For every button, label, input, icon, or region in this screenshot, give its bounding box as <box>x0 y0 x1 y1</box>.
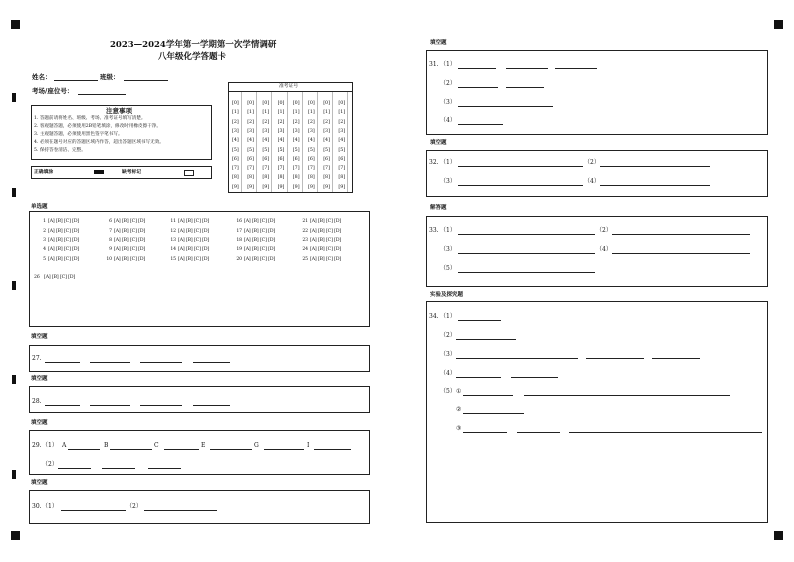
mc-question-number: 12 <box>170 229 176 234</box>
q33-part-label: （2） <box>596 227 612 234</box>
exam-number-digit[interactable]: [5] <box>308 147 315 153</box>
section-title-30: 填空题 <box>31 480 48 486</box>
q31-blank[interactable] <box>458 87 498 88</box>
exam-room-field[interactable] <box>78 94 126 95</box>
q32-part-label: （2） <box>584 159 600 166</box>
exam-number-digit[interactable]: [6] <box>232 156 239 162</box>
q29-blank-b[interactable] <box>110 449 152 450</box>
timing-mark <box>12 188 16 197</box>
exam-number-digit[interactable]: [7] <box>232 166 239 172</box>
exam-number-digit[interactable]: [9] <box>292 184 300 190</box>
q32-blank[interactable] <box>600 166 710 167</box>
q31-blank[interactable] <box>555 68 597 69</box>
q34-blank[interactable] <box>569 432 762 433</box>
exam-number-digit[interactable]: [0] <box>338 101 346 106</box>
exam-number-digit[interactable]: [1] <box>277 110 285 116</box>
q29-label-e: E <box>201 442 206 449</box>
exam-number-column <box>332 92 333 192</box>
exam-number-digit[interactable]: [6] <box>277 156 285 162</box>
section-mc-title: 单选题 <box>31 204 48 210</box>
q34-blank[interactable] <box>463 432 507 433</box>
q29-label-b: B <box>104 442 109 449</box>
q30-box <box>29 490 370 524</box>
section-title-33: 解答题 <box>430 205 447 211</box>
correct-fill-label: 正确填涂 <box>34 169 54 175</box>
exam-number-digit[interactable]: [8] <box>232 175 239 181</box>
exam-number-column <box>256 92 257 192</box>
mc-options[interactable]: [A] [B] [C] [D] <box>310 247 342 252</box>
q28-number: 28. <box>32 398 42 405</box>
exam-number-digit[interactable]: [4] <box>323 138 330 144</box>
exam-number-digit[interactable]: [6] <box>323 156 330 162</box>
exam-number-digit[interactable]: [8] <box>338 175 346 181</box>
exam-number-digit[interactable]: [7] <box>292 166 300 172</box>
q31-part-label: （3） <box>440 99 456 106</box>
exam-number-digit[interactable]: [2] <box>338 119 346 125</box>
mc-question-number: 13 <box>170 238 176 243</box>
exam-number-digit[interactable]: [3] <box>232 128 239 134</box>
q29-label-g: G <box>254 442 259 449</box>
q34-part-label: （3） <box>440 351 456 358</box>
q32-number: 32. <box>429 159 439 166</box>
q30-number: 30. <box>32 503 42 510</box>
q34-part-label: （1） <box>440 313 456 320</box>
exam-number-digit[interactable]: [4] <box>308 138 315 144</box>
exam-number-digit[interactable]: [7] <box>277 166 285 172</box>
exam-number-digit[interactable]: [9] <box>308 184 315 190</box>
exam-number-digit[interactable]: [5] <box>338 147 346 153</box>
q34-blank[interactable] <box>511 377 558 378</box>
notes-item: 5. 保持答卷清洁、完整。 <box>34 148 86 153</box>
timing-mark <box>12 470 16 479</box>
q34-blank[interactable] <box>458 320 501 321</box>
exam-number-column <box>287 92 288 192</box>
mc-options[interactable]: [A] [B] [C] [D] <box>178 247 210 252</box>
exam-number-digit[interactable]: [0] <box>262 101 270 106</box>
corner-marker-top-right <box>774 20 783 29</box>
q33-blank[interactable] <box>458 253 595 254</box>
q29-part-label: （2） <box>42 461 58 468</box>
exam-number-digit[interactable]: [5] <box>262 147 270 153</box>
mc-options[interactable]: [A] [B] [C] [D] <box>310 219 342 224</box>
exam-room-label: 考场/座位号： <box>32 87 74 95</box>
mc-options[interactable]: [A] [B] [C] [D] <box>244 247 276 252</box>
q33-blank[interactable] <box>458 272 595 273</box>
exam-number-column <box>271 92 272 192</box>
exam-number-digit[interactable]: [0] <box>323 101 330 106</box>
q28-blank[interactable] <box>45 405 80 406</box>
exam-number-digit[interactable]: [3] <box>308 128 315 134</box>
mc-options[interactable]: [A] [B] [C] [D] <box>178 219 210 224</box>
mc-options[interactable]: [A] [B] [C] [D] <box>48 257 80 262</box>
q34-circled-2: ② <box>456 406 462 413</box>
class-field[interactable] <box>124 80 168 81</box>
q34-blank[interactable] <box>456 377 501 378</box>
mc-question-number: 4 <box>43 247 46 252</box>
name-label: 姓名： <box>32 73 52 81</box>
exam-number-digit[interactable]: [7] <box>323 166 330 172</box>
q29-blank-c[interactable] <box>164 449 199 450</box>
mc-question-number: 8 <box>109 238 112 243</box>
mc-options[interactable]: [A] [B] [C] [D] <box>114 247 146 252</box>
timing-mark <box>12 93 16 102</box>
exam-number-digit[interactable]: [3] <box>292 128 300 134</box>
q30-part-label: （2） <box>126 503 142 510</box>
mc-options[interactable]: [A] [B] [C] [D] <box>48 219 80 224</box>
exam-number-digit[interactable]: [5] <box>323 147 330 153</box>
q32-part-label: （3） <box>440 178 456 185</box>
mc-options[interactable]: [A] [B] [C] [D] <box>244 219 276 224</box>
exam-number-digit[interactable]: [8] <box>292 175 300 181</box>
mc-options[interactable]: [A] [B] [C] [D] <box>48 247 80 252</box>
q34-blank[interactable] <box>463 413 524 414</box>
q31-part-label: （4） <box>440 117 456 124</box>
q29-label-a: A <box>62 442 67 449</box>
q33-part-label: （3） <box>440 246 456 253</box>
exam-number-column <box>302 92 303 192</box>
q28-blank[interactable] <box>140 405 182 406</box>
exam-number-digit[interactable]: [7] <box>308 166 315 172</box>
mc-question-number: 1 <box>43 219 46 224</box>
exam-number-digit[interactable]: [6] <box>308 156 315 162</box>
exam-number-digit[interactable]: [3] <box>262 128 270 134</box>
exam-number-digit[interactable]: [6] <box>247 156 254 162</box>
exam-number-digit[interactable]: [7] <box>247 166 254 172</box>
mc-question-number: 10 <box>106 257 112 262</box>
exam-number-digit[interactable]: [2] <box>232 119 239 125</box>
exam-number-digit[interactable]: [6] <box>292 156 300 162</box>
exam-number-digit[interactable]: [8] <box>262 175 270 181</box>
mc-options[interactable]: [A] [B] [C] [D] <box>48 229 80 234</box>
q30-blank[interactable] <box>61 510 126 511</box>
section-title-31: 填空题 <box>430 40 447 46</box>
mc-options[interactable]: [A] [B] [C] [D] <box>310 229 342 234</box>
corner-marker-bottom-left <box>11 531 20 540</box>
q29-label-i: I <box>307 442 310 449</box>
exam-number-digit[interactable]: [2] <box>277 119 285 125</box>
q33-blank[interactable] <box>612 234 750 235</box>
exam-number-digit[interactable]: [0] <box>247 101 254 106</box>
mc-question-number: 3 <box>43 238 46 243</box>
class-label: 班级： <box>100 73 120 81</box>
exam-number-digit[interactable]: [3] <box>338 128 346 134</box>
exam-number-digit[interactable]: [4] <box>277 138 285 144</box>
exam-number-column <box>317 92 318 192</box>
q34-blank[interactable] <box>456 339 516 340</box>
exam-number-digit[interactable]: [1] <box>308 110 315 116</box>
q33-part-label: （4） <box>596 246 612 253</box>
q34-part-label: （2） <box>440 332 456 339</box>
corner-marker-top-left <box>11 20 20 29</box>
q28-blank[interactable] <box>193 405 230 406</box>
q31-number: 31. <box>429 61 439 68</box>
exam-number-digit[interactable]: [1] <box>262 110 270 116</box>
page-title: 2023—2024学年第一学期第一次学情调研 <box>110 40 277 50</box>
q34-box <box>426 301 768 523</box>
exam-number-digit[interactable]: [0] <box>308 101 315 106</box>
exam-number-label: 准考证号 <box>279 84 299 89</box>
notes-item: 3. 主观题答题，必须使用黑色签字笔书写。 <box>34 132 123 137</box>
mc-question-number: 17 <box>236 229 242 234</box>
exam-number-digit[interactable]: [5] <box>232 147 239 153</box>
mc-options[interactable]: [A] [B] [C] [D] <box>244 229 276 234</box>
mc-options[interactable]: [A] [B] [C] [D] <box>114 238 146 243</box>
q31-blank[interactable] <box>458 106 553 107</box>
notes-item: 1. 答题前请将姓名、班级、考场、准考证号填写清楚。 <box>34 116 146 121</box>
section-title-29: 填空题 <box>31 420 48 426</box>
page-subtitle: 八年级化学答题卡 <box>158 52 227 62</box>
exam-number-digit[interactable]: [7] <box>338 166 346 172</box>
mc-question-number: 5 <box>43 257 46 262</box>
q29-blank-g[interactable] <box>264 449 304 450</box>
mc-options[interactable]: [A] [B] [C] [D] <box>178 229 210 234</box>
q29-blank-e[interactable] <box>210 449 252 450</box>
mc-options[interactable]: [A] [B] [C] [D] <box>310 238 342 243</box>
exam-number-digit[interactable]: [1] <box>338 110 346 116</box>
exam-number-column <box>241 92 242 192</box>
q28-box <box>29 386 370 413</box>
mc-question-number: 19 <box>236 247 242 252</box>
section-title-32: 填空题 <box>430 140 447 146</box>
exam-number-digit[interactable]: [5] <box>277 147 285 153</box>
missing-mark-label: 缺考标记 <box>122 169 142 175</box>
q29-blank[interactable] <box>102 468 135 469</box>
exam-number-digit[interactable]: [4] <box>262 138 270 144</box>
q27-blank[interactable] <box>140 362 182 363</box>
mc-question-number: 21 <box>302 219 308 224</box>
q32-part-label: （1） <box>440 159 456 166</box>
exam-number-digit[interactable]: [8] <box>277 175 285 181</box>
name-field[interactable] <box>54 80 98 81</box>
exam-number-digit[interactable]: [8] <box>308 175 315 181</box>
q27-blank[interactable] <box>90 362 130 363</box>
q32-blank[interactable] <box>458 185 583 186</box>
exam-number-digit[interactable]: [4] <box>338 138 346 144</box>
q34-part-label: （4） <box>440 370 456 377</box>
q31-part-label: （1） <box>440 61 456 68</box>
q32-part-label: （4） <box>584 178 600 185</box>
q31-part-label: （2） <box>440 80 456 87</box>
q30-part-label: （1） <box>42 503 58 510</box>
mc-question-number: 14 <box>170 247 176 252</box>
notes-item: 2. 客观题答题，必须使用2B铅笔填涂，修改时用橡皮擦干净。 <box>34 124 161 129</box>
q33-part-label: （1） <box>440 227 456 234</box>
mc-options[interactable]: [A] [B] [C] [D] <box>244 257 276 262</box>
exam-number-digit[interactable]: [2] <box>323 119 330 125</box>
mc-options[interactable]: [A] [B] [C] [D] <box>114 219 146 224</box>
exam-number-digit[interactable]: [3] <box>247 128 254 134</box>
exam-number-digit[interactable]: [3] <box>323 128 330 134</box>
q29-part-label: （1） <box>42 442 58 449</box>
mc-question-number: 22 <box>302 229 308 234</box>
missing-mark-box[interactable] <box>184 170 194 176</box>
q34-part-label: （5） <box>440 388 456 395</box>
q34-blank[interactable] <box>463 395 513 396</box>
exam-number-digit[interactable]: [0] <box>232 101 239 106</box>
section-title-27: 填空题 <box>31 334 48 340</box>
q32-box <box>426 150 768 197</box>
exam-number-digit[interactable]: [2] <box>262 119 270 125</box>
mc-question-number: 25 <box>302 257 308 262</box>
corner-marker-bottom-right <box>774 531 783 540</box>
mc-question-number: 23 <box>302 238 308 243</box>
exam-number-digit[interactable]: [1] <box>247 110 254 116</box>
q29-label-c: C <box>154 442 159 449</box>
mc-options[interactable]: [A] [B] [C] [D] <box>44 275 76 280</box>
q28-blank[interactable] <box>90 405 130 406</box>
q29-blank-i[interactable] <box>314 449 351 450</box>
exam-number-digit[interactable]: [9] <box>338 184 346 190</box>
q30-blank[interactable] <box>144 510 217 511</box>
q34-blank[interactable] <box>456 358 578 359</box>
q31-blank[interactable] <box>506 87 544 88</box>
q34-number: 34. <box>429 313 439 320</box>
mc-question-number: 2 <box>43 229 46 234</box>
q34-blank[interactable] <box>652 358 700 359</box>
exam-number-digit[interactable]: [4] <box>232 138 239 144</box>
q33-blank[interactable] <box>458 234 595 235</box>
exam-number-digit[interactable]: [0] <box>277 101 285 106</box>
mc-question-number: 16 <box>236 219 242 224</box>
exam-number-digit[interactable]: [8] <box>247 175 254 181</box>
mc-question-number: 26 <box>34 275 40 280</box>
exam-number-digit[interactable]: [9] <box>323 184 330 190</box>
mc-question-number: 7 <box>109 229 112 234</box>
exam-number-digit[interactable]: [4] <box>247 138 254 144</box>
q31-blank[interactable] <box>458 124 503 125</box>
q27-blank[interactable] <box>193 362 230 363</box>
mc-question-number: 6 <box>109 219 112 224</box>
q33-number: 33. <box>429 227 439 234</box>
exam-number-digit[interactable]: [7] <box>262 166 270 172</box>
q34-blank[interactable] <box>586 358 644 359</box>
exam-number-digit[interactable]: [9] <box>247 184 254 190</box>
exam-number-digit[interactable]: [0] <box>292 101 300 106</box>
q29-number: 29. <box>32 442 42 449</box>
section-title-34: 实验及探究题 <box>430 292 464 298</box>
q27-box <box>29 345 370 372</box>
exam-number-digit[interactable]: [1] <box>232 110 239 116</box>
notes-title: 注意事项 <box>106 107 132 115</box>
q27-number: 27. <box>32 355 42 362</box>
q27-blank[interactable] <box>45 362 80 363</box>
mc-question-number: 15 <box>170 257 176 262</box>
q32-blank[interactable] <box>458 166 583 167</box>
section-title-28: 填空题 <box>31 376 48 382</box>
mc-question-number: 9 <box>109 247 112 252</box>
q33-blank[interactable] <box>612 253 750 254</box>
q34-blank[interactable] <box>524 395 730 396</box>
q29-blank-a[interactable] <box>68 449 100 450</box>
q29-blank[interactable] <box>58 468 91 469</box>
exam-number-digit[interactable]: [5] <box>247 147 254 153</box>
exam-number-digit[interactable]: [6] <box>262 156 270 162</box>
exam-number-digit[interactable]: [8] <box>323 175 330 181</box>
q34-circled-3: ③ <box>456 425 462 432</box>
mc-options[interactable]: [A] [B] [C] [D] <box>310 257 342 262</box>
exam-number-column <box>347 92 348 192</box>
mc-options[interactable]: [A] [B] [C] [D] <box>114 257 146 262</box>
mc-question-number: 11 <box>170 219 176 224</box>
q31-box <box>426 50 768 135</box>
q31-blank[interactable] <box>506 68 548 69</box>
exam-number-digit[interactable]: [1] <box>323 110 330 116</box>
exam-number-digit[interactable]: [9] <box>262 184 270 190</box>
exam-number-digit[interactable]: [5] <box>292 147 300 153</box>
exam-number-digit[interactable]: [2] <box>308 119 315 125</box>
notes-item: 4. 必须在题号对应的答题区域内作答，超出答题区域书写无效。 <box>34 140 164 145</box>
correct-fill-sample <box>94 170 104 174</box>
timing-mark <box>12 281 16 290</box>
mc-options[interactable]: [A] [B] [C] [D] <box>178 238 210 243</box>
exam-number-digit[interactable]: [2] <box>292 119 300 125</box>
mc-question-number: 20 <box>236 257 242 262</box>
exam-number-digit[interactable]: [9] <box>232 184 239 190</box>
q33-part-label: （5） <box>440 265 456 272</box>
q34-blank[interactable] <box>517 432 560 433</box>
exam-number-digit[interactable]: [4] <box>292 138 300 144</box>
mc-options[interactable]: [A] [B] [C] [D] <box>244 238 276 243</box>
timing-mark <box>12 375 16 384</box>
exam-number-digit[interactable]: [9] <box>277 184 285 190</box>
mc-question-number: 24 <box>302 247 308 252</box>
exam-number-digit[interactable]: [3] <box>277 128 285 134</box>
mc-options[interactable]: [A] [B] [C] [D] <box>114 229 146 234</box>
q34-circled-1: ① <box>456 388 462 395</box>
q32-blank[interactable] <box>600 185 710 186</box>
mc-question-number: 18 <box>236 238 242 243</box>
exam-number-digit[interactable]: [2] <box>247 119 254 125</box>
mc-options[interactable]: [A] [B] [C] [D] <box>178 257 210 262</box>
mc-options[interactable]: [A] [B] [C] [D] <box>48 238 80 243</box>
exam-number-digit[interactable]: [6] <box>338 156 346 162</box>
exam-number-digit[interactable]: [1] <box>292 110 300 116</box>
q29-blank[interactable] <box>148 468 181 469</box>
exam-number-divider <box>229 91 352 92</box>
q31-blank[interactable] <box>458 68 496 69</box>
